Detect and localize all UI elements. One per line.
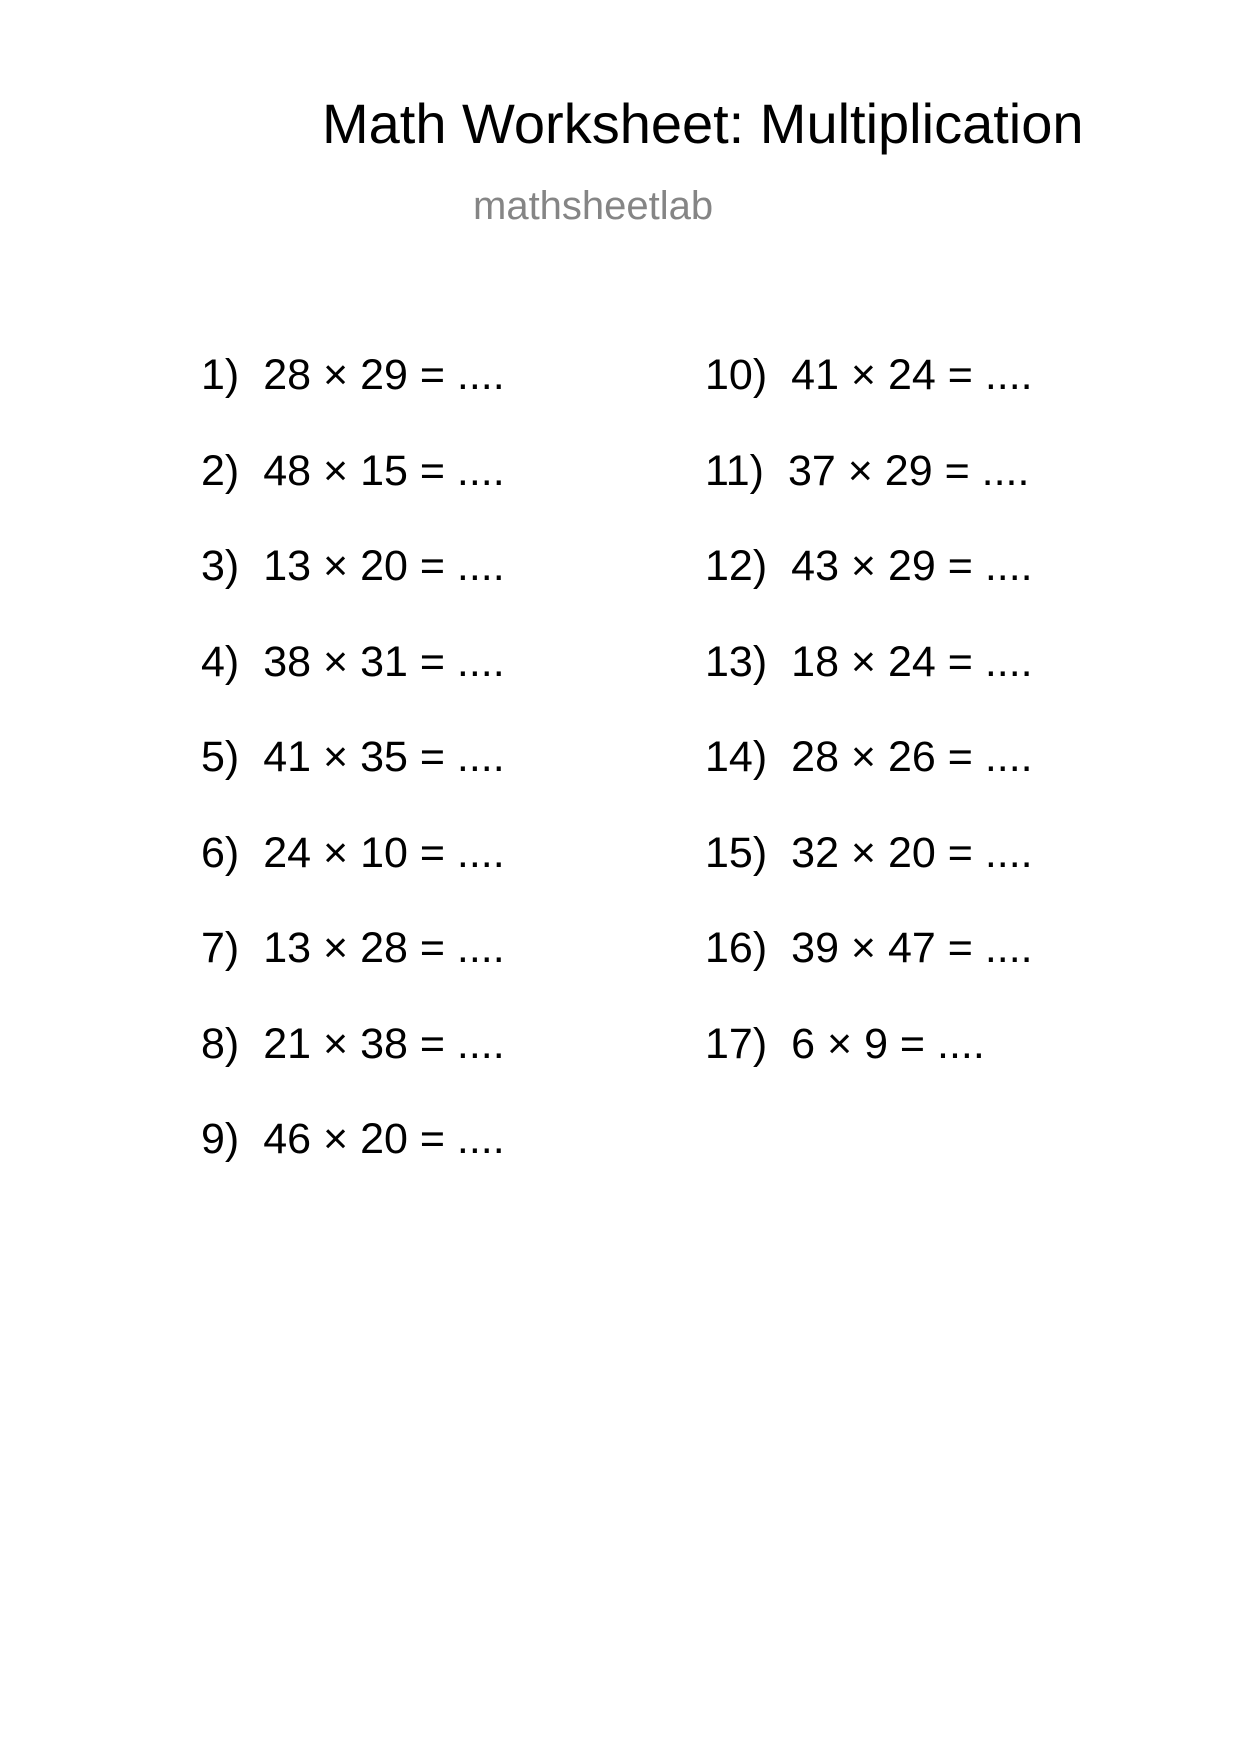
problem-number: 4) (201, 637, 240, 686)
problem-number: 8) (201, 1019, 240, 1068)
problem-number: 12) (705, 542, 768, 590)
problem-item (705, 924, 1033, 1023)
problem-number: 10) (705, 351, 768, 399)
problem-item (201, 828, 505, 928)
problem-number: 13) (705, 637, 768, 686)
problem-number: 15) (705, 828, 768, 877)
page-subtitle: mathsheetlab (473, 184, 714, 228)
problem-expression: 46 × 20 = .... (263, 1115, 505, 1163)
problem-item (201, 542, 505, 641)
problem-number: 6) (201, 828, 240, 877)
problem-item (201, 446, 505, 546)
problem-expression: 32 × 20 = .... (791, 828, 1033, 877)
problem-item (201, 351, 505, 450)
problem-expression: 18 × 24 = .... (791, 637, 1033, 686)
problem-item (705, 733, 1033, 832)
problem-item (201, 1019, 505, 1119)
problem-expression: 13 × 20 = .... (263, 542, 505, 590)
problem-item (705, 1019, 1033, 1119)
problem-expression: 38 × 31 = .... (263, 637, 505, 686)
problem-number: 5) (201, 733, 240, 781)
problem-expression: 41 × 24 = .... (791, 351, 1033, 399)
problem-item (201, 924, 505, 1023)
problem-item (201, 1115, 505, 1214)
problem-item (705, 637, 1033, 737)
problem-expression: 37 × 29 = .... (787, 446, 1030, 495)
problem-expression: 6 × 9 = .... (791, 1019, 985, 1068)
problem-expression: 28 × 29 = .... (263, 351, 505, 399)
problem-expression: 41 × 35 = .... (263, 733, 505, 781)
problem-item (705, 446, 1033, 546)
problem-expression: 48 × 15 = .... (263, 446, 505, 495)
problem-expression: 39 × 47 = .... (791, 924, 1033, 972)
problem-number: 11) (705, 446, 764, 495)
problem-number: 14) (705, 733, 768, 781)
problem-item (705, 542, 1033, 641)
problem-item (201, 733, 505, 832)
page-title: Math Worksheet: Multiplication (322, 92, 1084, 155)
problem-expression: 21 × 38 = .... (263, 1019, 505, 1068)
problem-number: 9) (201, 1115, 240, 1163)
problem-expression: 13 × 28 = .... (263, 924, 505, 972)
problem-column-left (201, 351, 505, 1214)
problem-item (201, 637, 505, 737)
problem-number: 1) (201, 351, 240, 399)
problem-number: 17) (705, 1019, 768, 1068)
problem-column-right (705, 351, 1033, 1118)
problem-number: 16) (705, 924, 768, 972)
problem-item (705, 828, 1033, 928)
problem-item (705, 351, 1033, 450)
problem-expression: 43 × 29 = .... (791, 542, 1033, 590)
problem-number: 2) (201, 446, 240, 495)
problem-expression: 28 × 26 = .... (791, 733, 1033, 781)
problem-number: 7) (201, 924, 240, 972)
problem-expression: 24 × 10 = .... (263, 828, 505, 877)
problem-number: 3) (201, 542, 240, 590)
